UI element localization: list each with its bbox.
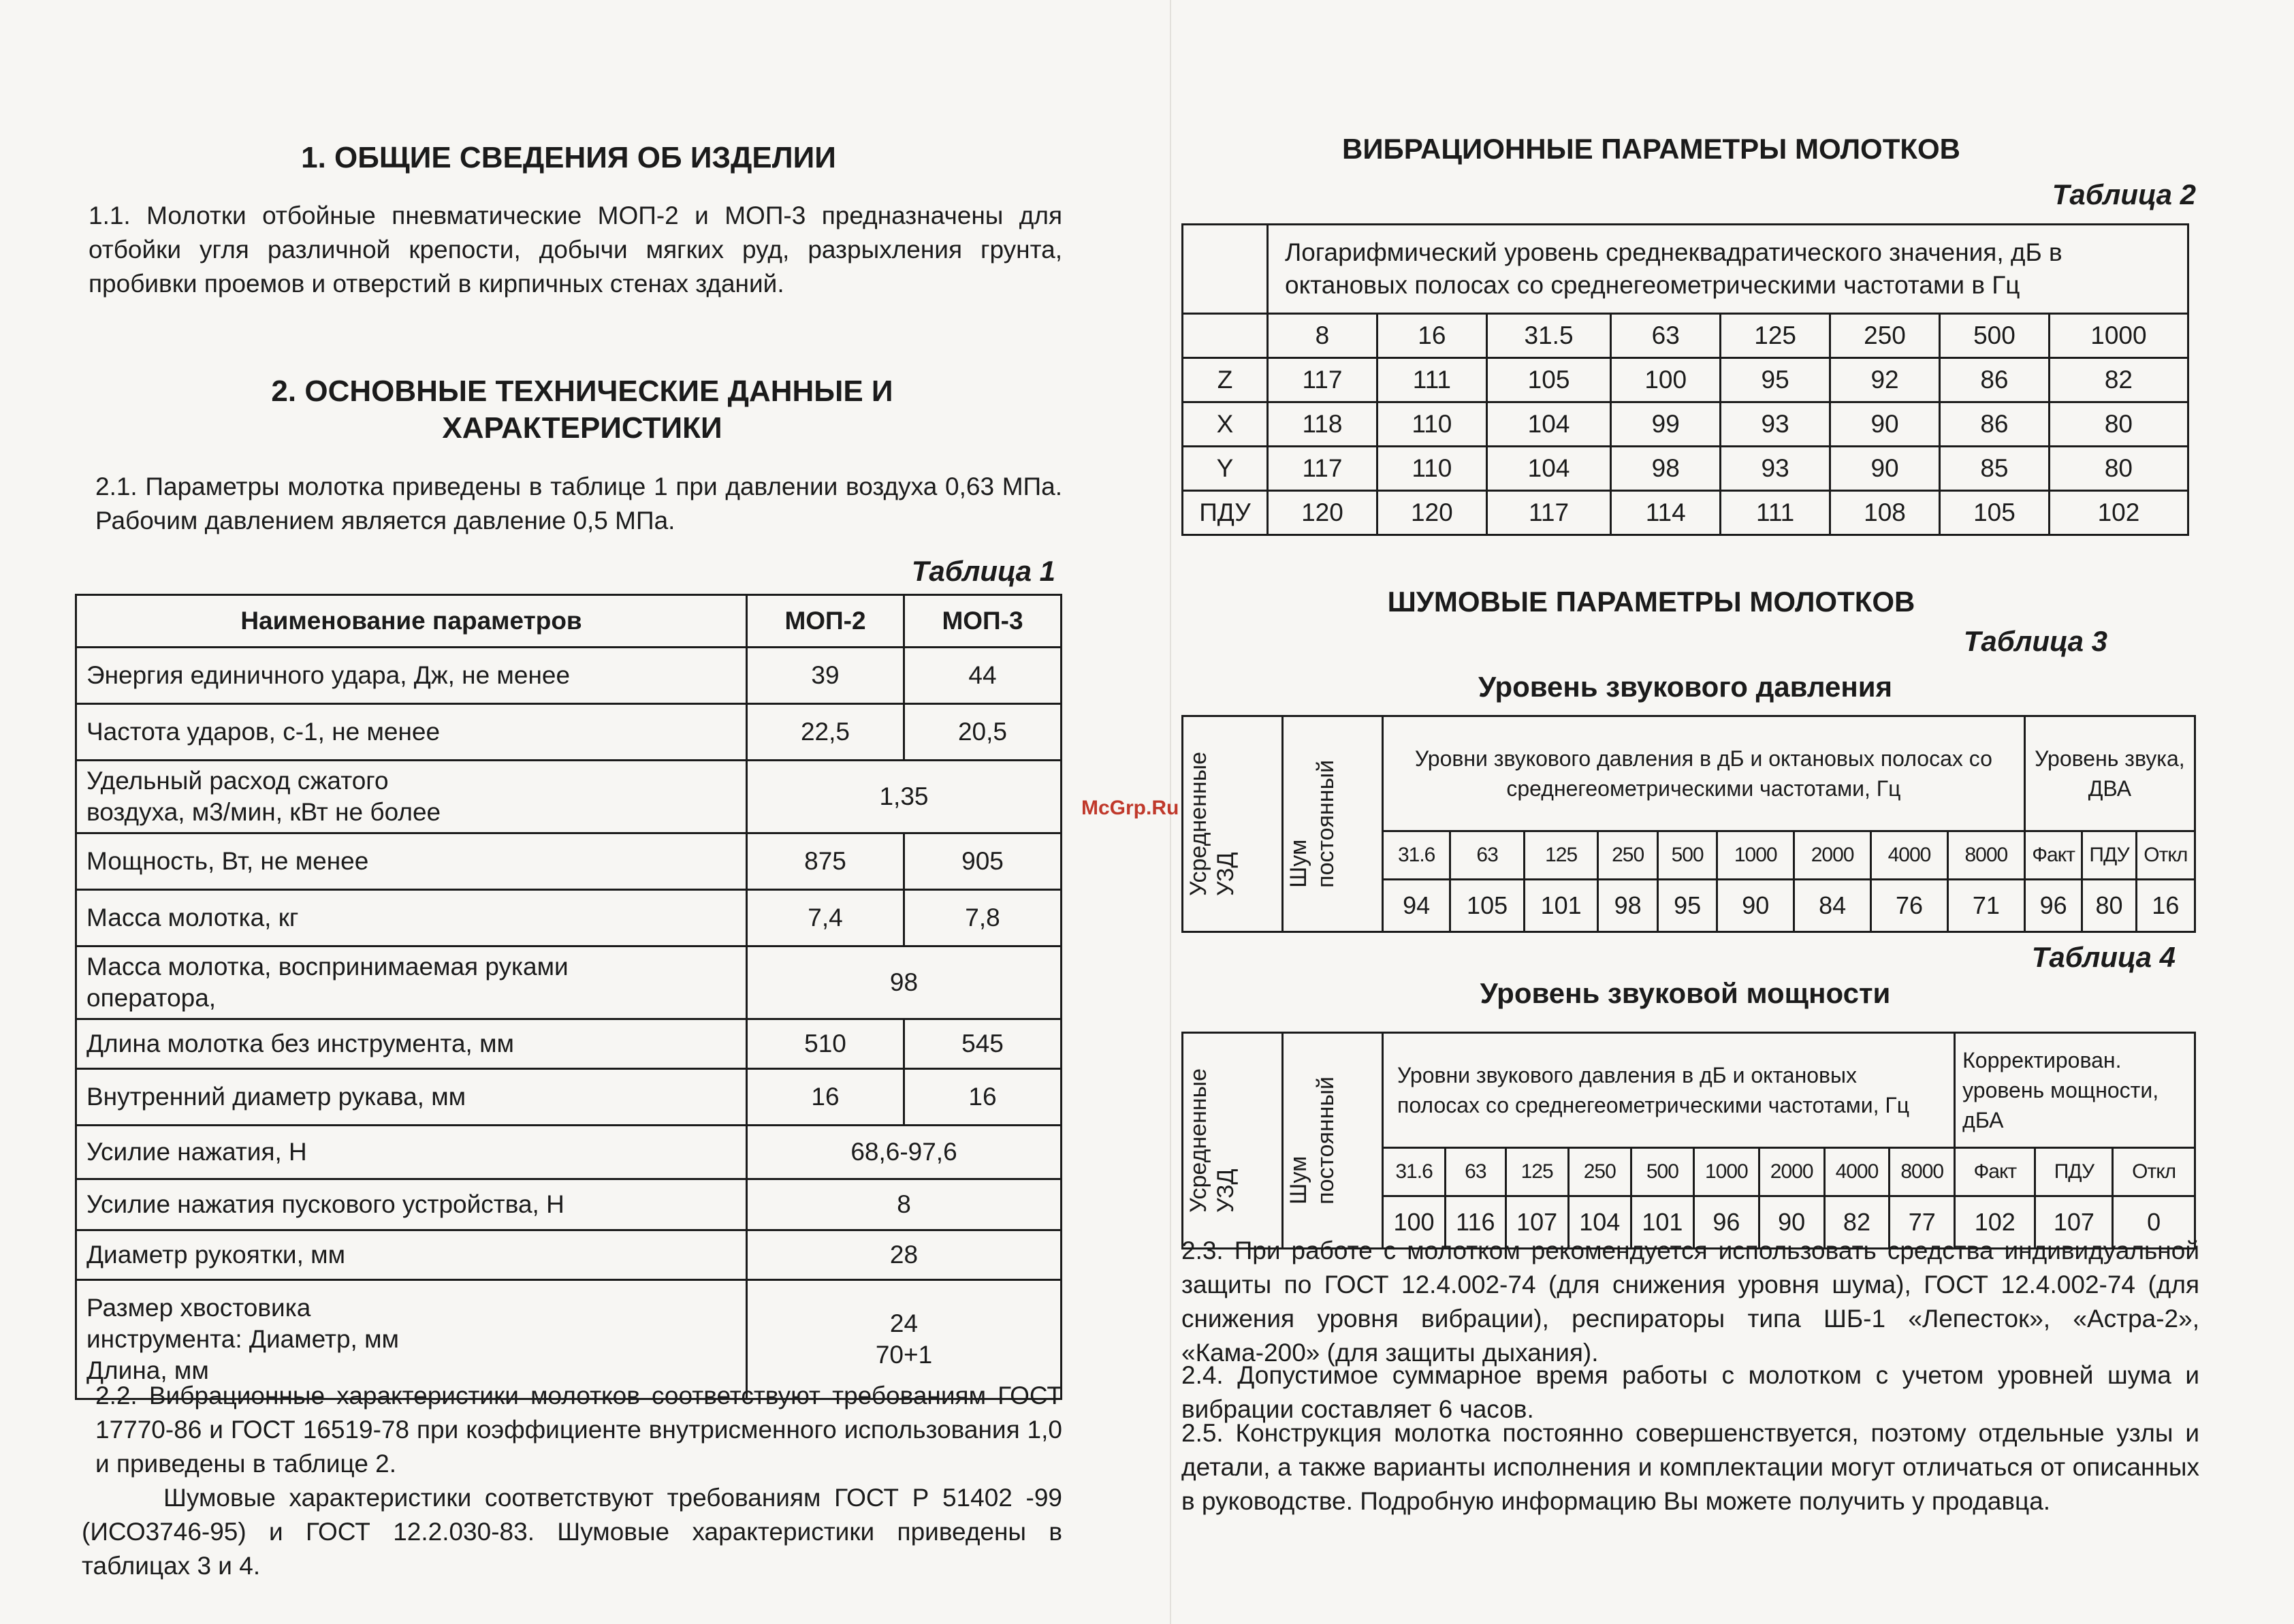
table-3-side-col: Откл: [2136, 831, 2195, 880]
noise-title: ШУМОВЫЕ ПАРАМЕТРЫ МОЛОТКОВ: [1387, 586, 1915, 618]
table-1-param-name: Внутренний диаметр рукава, мм: [76, 1069, 747, 1126]
table-2-value: 82: [2049, 358, 2188, 402]
table-3-col-uzd: [1183, 716, 1283, 932]
table-3-value: 71: [1947, 880, 2024, 932]
table-4-side-value: 107: [2035, 1196, 2113, 1249]
table-4-freq: 8000: [1890, 1148, 1955, 1196]
table-1-value-mop3: 20,5: [904, 704, 1062, 761]
table-2-value: 93: [1721, 402, 1830, 447]
table-1-row: [76, 946, 1062, 1019]
table-2-freq: 500: [1939, 314, 2049, 358]
table-4-col-noise: [1283, 1033, 1383, 1249]
table-4-title: Уровень звуковой мощности: [1480, 977, 1891, 1009]
table-2-value: 85: [1939, 447, 2049, 491]
table-1-value-both: 98: [747, 946, 1062, 1019]
table-4-col-noise-label: Шум постоянный: [1286, 1077, 1339, 1205]
table-1-param-name: Размер хвостовика инструмента: Диаметр, мм Длина, мм: [76, 1280, 747, 1399]
table-2-value: 111: [1721, 491, 1830, 535]
table-2-value: 117: [1268, 447, 1377, 491]
table-4-header-row: [1183, 1033, 2195, 1148]
table-1-param-name: Масса молотка, кг: [76, 890, 747, 946]
table-1-value-mop2: 39: [747, 648, 904, 704]
table-4-caption: Таблица 4: [2031, 941, 2176, 973]
table-2-value: 92: [1830, 358, 1940, 402]
table-1-param-name: Усилие нажатия пускового устройства, Н: [76, 1179, 747, 1230]
table-2-freq: 31.5: [1486, 314, 1610, 358]
table-1-param-name: Диаметр рукоятки, мм: [76, 1230, 747, 1280]
table-2-value: 90: [1830, 402, 1940, 447]
table-2-axis-label: X: [1183, 402, 1268, 447]
paragraph-2-3: 2.3. При работе с молотком рекомендуется использовать средства индивидуальной защиты по ГОСТ 12.4.002-74 (для снижения уровня шума), ГОСТ 12.4.002-74 (для снижения уровня вибрации), респираторы типа ШБ-1 «Лепесток», «Астра-2», «Кама-200» (для защиты дыхания).: [1181, 1237, 2199, 1367]
paragraph-2-2: 2.2. Вибрационные характеристики молотков соответствуют требованиям ГОСТ 17770-86 и ГОСТ 16519-78 при коэффициенте внутрисменного использования 1,0 и приведены в таблице 2.: [95, 1382, 1062, 1478]
table-3-value: 84: [1794, 880, 1871, 932]
table-1-value-mop2: 510: [747, 1019, 904, 1069]
table-1-value-mop3: 44: [904, 648, 1062, 704]
table-1-row: [76, 761, 1062, 833]
table-2-value: 108: [1830, 491, 1940, 535]
table-2-row: [1183, 358, 2188, 402]
table-4-value: 82: [1824, 1196, 1890, 1249]
table-2-value: 99: [1611, 402, 1721, 447]
table-2-value: 120: [1377, 491, 1486, 535]
section-2-title-line1: 2. ОСНОВНЫЕ ТЕХНИЧЕСКИЕ ДАННЫЕ И: [271, 375, 893, 408]
table-3-header-main: Уровни звукового давления в дБ и октановых полосах со среднегеометрическими частотами, Гц: [1383, 716, 2025, 831]
table-4-value: 96: [1693, 1196, 1759, 1249]
table-3-col-uzd-label: Усредненные УЗД: [1185, 752, 1239, 896]
table-2-value: 93: [1721, 447, 1830, 491]
table-4-side-value: 0: [2113, 1196, 2195, 1249]
table-4-freq: 31.6: [1383, 1148, 1446, 1196]
table-3-side-value: 16: [2136, 880, 2195, 932]
table-2-value: 90: [1830, 447, 1940, 491]
table-1-row: [76, 648, 1062, 704]
table-2-row: [1183, 402, 2188, 447]
paragraph-2-5: 2.5. Конструкция молотка постоянно совершенствуется, поэтому отдельные узлы и детали, а также варианты исполнения и комплектации могут отличаться от описанных в руководстве. Подробную информацию Вы можете получить у продавца.: [1181, 1419, 2199, 1515]
table-1-param-name: Длина молотка без инструмента, мм: [76, 1019, 747, 1069]
paragraph-2-2b: Шумовые характеристики соответствуют требованиям ГОСТ Р 51402 -99 (ИСО3746-95) и ГОСТ 12.2.030-83. Шумовые характеристики приведены в таблицах 3 и 4.: [82, 1484, 1062, 1580]
table-2-value: 86: [1939, 402, 2049, 447]
table-4-header-main: Уровни звукового давления в дБ и октановых полосах со среднегеометрическими частотами, Гц: [1383, 1033, 1955, 1148]
table-2-label-empty: [1183, 314, 1268, 358]
paragraph-2-1: 2.1. Параметры молотка приведены в таблице 1 при давлении воздуха 0,63 МПа. Рабочим давлением является давление 0,5 МПа.: [95, 473, 1062, 535]
table-2-corner: [1183, 225, 1268, 314]
table-1-value-mop3: 545: [904, 1019, 1062, 1069]
table-1-param-name: Масса молотка, воспринимаемая руками оператора,: [76, 946, 747, 1019]
watermark: McGrp.Ru: [1081, 797, 1179, 819]
table-4-freq: 63: [1446, 1148, 1506, 1196]
table-3-freq: 31.6: [1383, 831, 1450, 880]
table-4-value: 90: [1759, 1196, 1824, 1249]
table-3-freq: 2000: [1794, 831, 1871, 880]
table-3-value: 94: [1383, 880, 1450, 932]
table-3-side-col: ПДУ: [2082, 831, 2136, 880]
table-3-freq: 8000: [1947, 831, 2024, 880]
table-2-freq: 16: [1377, 314, 1486, 358]
table-2-caption: Таблица 2: [2052, 178, 2196, 210]
table-4-value: 104: [1568, 1196, 1631, 1249]
table-2-value: 111: [1377, 358, 1486, 402]
table-3-freq: 125: [1524, 831, 1598, 880]
table-1-param-name: Энергия единичного удара, Дж, не менее: [76, 648, 747, 704]
table-2-value: 95: [1721, 358, 1830, 402]
table-1-param-name: Усилие нажатия, Н: [76, 1126, 747, 1179]
table-3-value: 76: [1871, 880, 1948, 932]
table-2-freq-row: [1183, 314, 2188, 358]
table-3-freq: 63: [1450, 831, 1525, 880]
table-1-value-mop2: 16: [747, 1069, 904, 1126]
paragraph-2-4: 2.4. Допустимое суммарное время работы с молотком с учетом уровней шума и вибрации составляет 6 часов.: [1181, 1361, 2199, 1423]
table-4-freq: 1000: [1693, 1148, 1759, 1196]
table-2-value: 98: [1611, 447, 1721, 491]
table-2-value: 105: [1486, 358, 1610, 402]
table-1-value-mop3: 16: [904, 1069, 1062, 1126]
table-4-freq: 125: [1506, 1148, 1568, 1196]
table-1-caption: Таблица 1: [911, 555, 1055, 587]
table-2-value: 105: [1939, 491, 2049, 535]
table-3-value: 101: [1524, 880, 1598, 932]
table-3-freq: 1000: [1717, 831, 1794, 880]
table-1-value-both: 1,35: [747, 761, 1062, 833]
table-2-value: 102: [2049, 491, 2188, 535]
table-2-value: 114: [1611, 491, 1721, 535]
table-1-header-cell: Наименование параметров: [76, 595, 747, 648]
table-2-axis-label: Y: [1183, 447, 1268, 491]
table-3-freq: 250: [1598, 831, 1657, 880]
table-2-value: 117: [1486, 491, 1610, 535]
table-1-param-name: Мощность, Вт, не менее: [76, 833, 747, 890]
table-2-value: 104: [1486, 402, 1610, 447]
table-4-freq: 500: [1631, 1148, 1693, 1196]
table-2-value: 117: [1268, 358, 1377, 402]
table-4-value: 107: [1506, 1196, 1568, 1249]
table-1-row: [76, 1069, 1062, 1126]
table-4-side-col: Факт: [1955, 1148, 2035, 1196]
table-1-value-mop2: 875: [747, 833, 904, 890]
table-3-col-noise: [1283, 716, 1383, 932]
table-1-header-cell: МОП-2: [747, 595, 904, 648]
table-1-param-name: Удельный расход сжатого воздуха, м3/мин, кВт не более: [76, 761, 747, 833]
table-4-freq: 4000: [1824, 1148, 1890, 1196]
table-3-value: 95: [1657, 880, 1717, 932]
table-2-value: 100: [1611, 358, 1721, 402]
table-2-freq: 8: [1268, 314, 1377, 358]
table-1-value-mop2: 7,4: [747, 890, 904, 946]
table-1-row: [76, 1179, 1062, 1230]
table-2-row: [1183, 447, 2188, 491]
table-4-freq: 2000: [1759, 1148, 1824, 1196]
table-1-row: [76, 1126, 1062, 1179]
table-4-col-uzd-label: Усредненные УЗД: [1185, 1068, 1239, 1213]
table-1-param-name: Частота ударов, с-1, не менее: [76, 704, 747, 761]
section-1-title: 1. ОБЩИЕ СВЕДЕНИЯ ОБ ИЗДЕЛИИ: [301, 141, 836, 174]
table-4-value: 116: [1446, 1196, 1506, 1249]
paragraph-1-1: 1.1. Молотки отбойные пневматические МОП-2 и МОП-3 предназначены для отбойки угля различной крепости, добычи мягких руд, разрыхления грунта, пробивки проемов и отверстий в кирпичных стенах зданий.: [89, 202, 1062, 298]
table-1-value-both: 68,6-97,6: [747, 1126, 1062, 1179]
table-3-header-row: [1183, 716, 2195, 831]
table-3-value: 105: [1450, 880, 1525, 932]
section-2-title-line2: ХАРАКТЕРИСТИКИ: [442, 411, 722, 445]
table-2-axis-label: Z: [1183, 358, 1268, 402]
table-2-freq: 250: [1830, 314, 1940, 358]
table-1-value-mop2: 22,5: [747, 704, 904, 761]
table-4-side-col: ПДУ: [2035, 1148, 2113, 1196]
table-1-value-both: 28: [747, 1230, 1062, 1280]
table-2-value: 110: [1377, 447, 1486, 491]
table-3-value: 90: [1717, 880, 1794, 932]
section-2-title: [102, 373, 1062, 446]
table-3-freq: 4000: [1871, 831, 1948, 880]
table-2-freq: 125: [1721, 314, 1830, 358]
table-1-header-row: [76, 595, 1062, 648]
table-2-value: 86: [1939, 358, 2049, 402]
table-3-title: Уровень звукового давления: [1478, 671, 1893, 703]
table-2-header: Логарифмический уровень среднеквадратического значения, дБ в октановых полосах со среднегеометрическими частотами в Гц: [1268, 225, 2188, 314]
table-1-value-mop3: 905: [904, 833, 1062, 890]
table-4-freq: 250: [1568, 1148, 1631, 1196]
table-2-value: 80: [2049, 447, 2188, 491]
table-1-row: [76, 833, 1062, 890]
table-1-header-cell: МОП-3: [904, 595, 1062, 648]
table-2-value: 110: [1377, 402, 1486, 447]
table-2-freq: 63: [1611, 314, 1721, 358]
table-4-col-uzd: [1183, 1033, 1283, 1249]
table-4-side-col: Откл: [2113, 1148, 2195, 1196]
table-3-value: 98: [1598, 880, 1657, 932]
table-2-value: 120: [1268, 491, 1377, 535]
table-1-value-both: 24 70+1: [747, 1280, 1062, 1399]
table-4-value: 100: [1383, 1196, 1446, 1249]
table-3-header-side: Уровень звука, ДВА: [2024, 716, 2195, 831]
table-2-axis-label: ПДУ: [1183, 491, 1268, 535]
table-1-row: [76, 1019, 1062, 1069]
table-2-header-row: [1183, 225, 2188, 314]
table-3-col-noise-label: Шум постоянный: [1286, 760, 1339, 888]
table-3-freq: 500: [1657, 831, 1717, 880]
table-2: [1181, 223, 2189, 536]
table-3-side-value: 80: [2082, 880, 2136, 932]
table-2-row: [1183, 491, 2188, 535]
table-2-value: 80: [2049, 402, 2188, 447]
table-4-header-side: Корректирован. уровень мощности, дБА: [1955, 1033, 2195, 1148]
table-2-value: 118: [1268, 402, 1377, 447]
table-4-value: 77: [1890, 1196, 1955, 1249]
table-1-value-both: 8: [747, 1179, 1062, 1230]
table-1-row: [76, 704, 1062, 761]
table-2-value: 104: [1486, 447, 1610, 491]
table-4-side-value: 102: [1955, 1196, 2035, 1249]
table-3: [1181, 715, 2196, 933]
table-1-row: [76, 1230, 1062, 1280]
vibration-title: ВИБРАЦИОННЫЕ ПАРАМЕТРЫ МОЛОТКОВ: [1341, 133, 1961, 165]
table-1: [75, 594, 1062, 1400]
table-1-row: [76, 890, 1062, 946]
table-3-side-value: 96: [2024, 880, 2082, 932]
table-2-freq: 1000: [2049, 314, 2188, 358]
table-4: [1181, 1032, 2196, 1249]
table-3-side-col: Факт: [2024, 831, 2082, 880]
table-1-value-mop3: 7,8: [904, 890, 1062, 946]
table-3-caption: Таблица 3: [1963, 625, 2107, 657]
table-4-value: 101: [1631, 1196, 1693, 1249]
